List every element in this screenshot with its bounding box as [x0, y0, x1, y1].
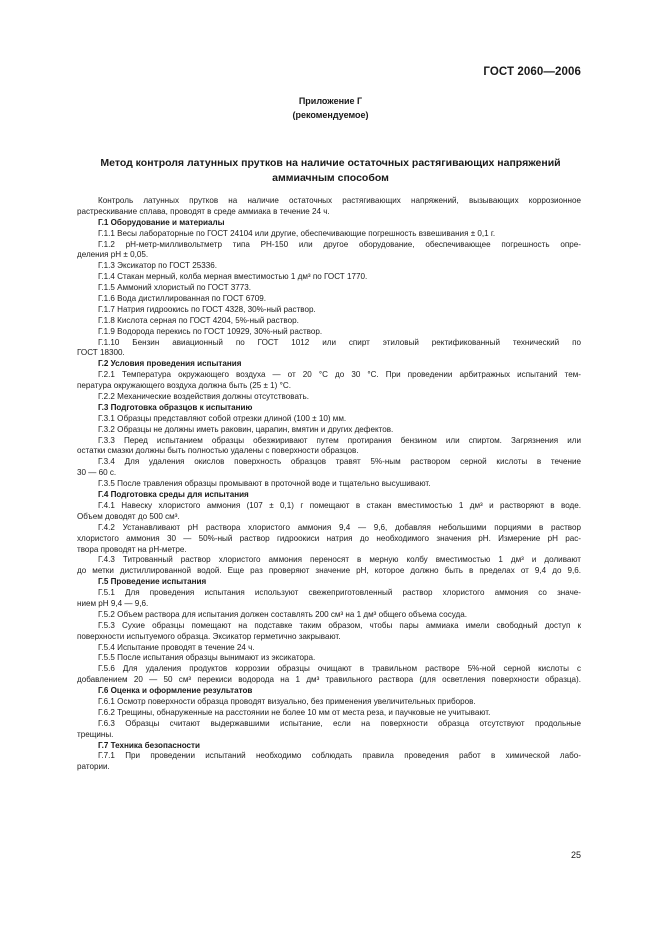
body-text-line: Г.7.1 При проведении испытаний необходимо соблюдать правила проведения работ в химической лабо- [98, 751, 581, 761]
body-text-line: Г.3.4 Для удаления окислов поверхность образцов травят 5%-ным раствором серной кислоты в течение [98, 457, 581, 467]
body-text-line: хлористого аммония 30 — 50%-ный раствор гидроокиси натрия до необходимого значения pH. Измерение pH рас- [77, 533, 581, 543]
section-heading-line: Г.6 Оценка и оформление результатов [98, 686, 253, 696]
body-text-line: Г.1.8 Кислота серная по ГОСТ 4204, 5%-ный раствор. [98, 315, 299, 325]
body-text-line: ГОСТ 18300. [77, 348, 125, 358]
section-heading-line: Г.5 Проведение испытания [98, 577, 207, 587]
section-heading-line: Г.3 Подготовка образцов к испытанию [98, 402, 253, 412]
appendix-heading [0, 94, 661, 122]
body-text-line: Г.1.3 Эксикатор по ГОСТ 25336. [98, 261, 217, 271]
body-text-line: Г.6.2 Трещины, обнаруженные на расстоянии не более 10 мм от места реза, и паучковые не учитывают. [98, 707, 491, 717]
section-heading-line: Г.7 Техника безопасности [98, 740, 201, 750]
section-title [60, 156, 601, 186]
body-text-line: растрескивание сплава, проводят в среде аммиака в течение 24 ч. [77, 206, 330, 216]
body-text-line: твора проводят на pH-метре. [77, 544, 187, 554]
body-text-line: Г.5.4 Испытание проводят в течение 24 ч. [98, 642, 255, 652]
body-text-line: Г.4.2 Устанавливают pH раствора хлористого аммония 9,4 — 9,6, добавляя небольшими порциями в раствор [98, 522, 581, 532]
body-text-line: добавлением 20 — 50 см³ перекиси водорода на 1 дм³ травильного раствора (для осветления поверхности образца). [77, 675, 581, 685]
standard-code: ГОСТ 2060—2006 [483, 66, 581, 78]
body-text-line: Г.1.4 Стакан мерный, колба мерная вместимостью 1 дм³ по ГОСТ 1770. [98, 272, 368, 282]
body-text-line: Г.6.3 Образцы считают выдержавшими испытание, если на поверхности образца отсутствуют продольные [98, 718, 581, 728]
body-text-line: Г.4.3 Титрованный раствор хлористого аммония переносят в мерную колбу вместимостью 1 дм³ и доливают [98, 555, 581, 565]
body-text-line: Г.5.5 После испытания образцы вынимают из эксикатора. [98, 653, 316, 663]
body-text-line: Г.3.3 Перед испытанием образцы обезжиривают путем протирания бензином или спиртом. Загрязнения или [98, 435, 581, 445]
body-text-line: Г.1.5 Аммоний хлористый по ГОСТ 3773. [98, 283, 252, 293]
body-text-line: Контроль латунных прутков на наличие остаточных растягивающих напряжений, вызывающих коррозионное [98, 196, 581, 205]
body-text-line: Г.1.6 Вода дистиллированная по ГОСТ 6709. [98, 294, 266, 304]
page-number: 25 [570, 850, 581, 860]
body-text-line: остатки смазки должны быть полностью удалены с поверхности образцов. [77, 446, 359, 456]
body-text-line: трещины. [77, 729, 114, 739]
section-heading-line: Г.1 Оборудование и материалы [98, 217, 225, 227]
body-text-line: Г.2.2 Механические воздействия должны отсутствовать. [98, 392, 309, 402]
body-text-line: Г.4.1 Навеску хлористого аммония (107 ± 0,1) г помещают в стакан вместимостью 1 дм³ и растворяют в воде. [98, 500, 581, 510]
body-text-line: Г.3.5 После травления образцы промывают в проточной воде и тщательно высушивают. [98, 479, 431, 489]
body-text-line: Г.1.7 Натрия гидроокись по ГОСТ 4328, 30%-ный раствор. [98, 304, 316, 314]
body-text-line: Г.1.9 Водорода перекись по ГОСТ 10929, 30%-ный раствор. [98, 326, 323, 336]
body-text-line: Г.1.1 Весы лабораторные по ГОСТ 24104 или другие, обеспечивающие погрешность взвешивания ± 0,1 г. [98, 228, 496, 238]
section-heading-line: Г.4 Подготовка среды для испытания [98, 490, 249, 500]
body-text-line: Объем доводят до 500 см³. [77, 511, 180, 521]
body-text-line: Г.3.2 Образцы не должны иметь раковин, царапин, вмятин и других дефектов. [98, 424, 394, 434]
body-text-line: Г.6.1 Осмотр поверхности образца проводят визуально, без применения увеличительных приборов. [98, 696, 476, 706]
title-line-1: Метод контроля латунных прутков на наличие остаточных растягивающих напряжений [100, 157, 561, 169]
body-text-line: 30 — 60 с. [77, 468, 117, 478]
body-text-line: Г.5.2 Объем раствора для испытания должен составлять 200 см³ на 1 дм³ общего объема сосуда. [98, 609, 467, 619]
body-text-line: Г.1.2 pH-метр-милливольтметр типа PH-150 или другое оборудование, обеспечивающее погрешность опре- [98, 239, 581, 249]
body-text-line: до метки дистиллированной водой. Еще раз проверяют значение pH, которое должно быть в пределах от 9,4 до 9,6. [77, 566, 581, 576]
body-text-line: Г.5.1 Для проведения испытания используют свежеприготовленный раствор хлористого аммония со значе- [98, 588, 581, 598]
body-text-line: пература окружающего воздуха должна быть (25 ± 1) °С. [77, 381, 291, 391]
document-body [77, 196, 581, 773]
body-text-line: Г.1.10 Бензин авиационный по ГОСТ 1012 или спирт этиловый ректификованный технический по [98, 337, 581, 347]
body-text-line: поверхности испытуемого образца. Эксикатор герметично закрывают. [77, 631, 341, 641]
body-text-line: нием pH 9,4 — 9,6. [77, 598, 149, 608]
body-text-line: Г.5.6 Для удаления продуктов коррозии образцы очищают в травильном растворе 5%-ной серной кислоты с [98, 664, 581, 674]
body-text-line: ратории. [77, 762, 110, 772]
body-text-line: Г.2.1 Температура окружающего воздуха — от 20 °С до 30 °С. При проведении арбитражных испытаний тем- [98, 370, 581, 380]
appendix-status: (рекомендуемое) [292, 110, 369, 120]
body-text-line: Г.5.3 Сухие образцы помещают на подставке таким образом, чтобы пары аммиака имели свободный доступ к [98, 620, 581, 630]
appendix-label: Приложение Г [298, 96, 363, 106]
title-line-2: аммиачным способом [272, 172, 389, 184]
section-heading-line: Г.2 Условия проведения испытания [98, 359, 242, 369]
body-text-line: деления pH ± 0,05. [77, 250, 149, 260]
body-text-line: Г.3.1 Образцы представляют собой отрезки длиной (100 ± 10) мм. [98, 413, 347, 423]
